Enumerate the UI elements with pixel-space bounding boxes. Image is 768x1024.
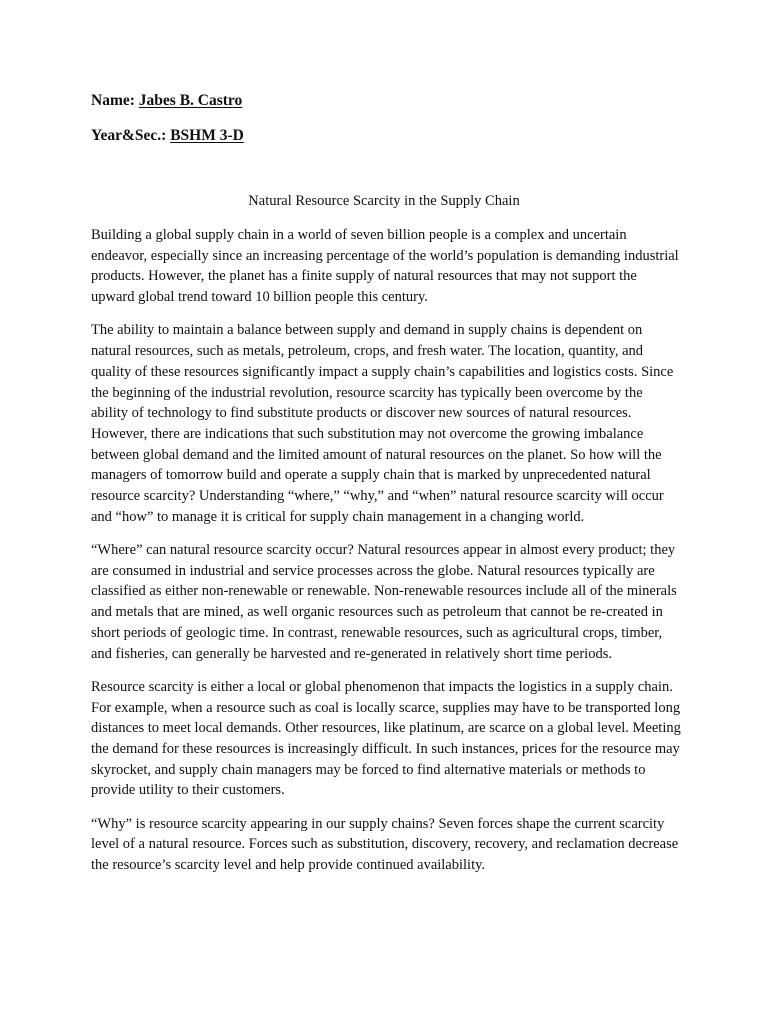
- document-body: [91, 225, 683, 888]
- paragraph-4: Resource scarcity is either a local or global phenomenon that impacts the logistics in a supply chain. For example, when a resource such as coal is locally scarce, supplies may have to be transported long distances to meet local demands. Other resources, like platinum, are scarce on a global level. Meeting the demand for these resources is increasingly difficult. In such instances, prices for the resource may skyrocket, and supply chain managers may be forced to find alternative materials or methods to provide utility to their customers.: [91, 678, 681, 799]
- name-value: Jabes B. Castro: [138, 92, 243, 109]
- paragraph-5: “Why” is resource scarcity appearing in our supply chains? Seven forces shape the current scarcity level of a natural resource. Forces such as substitution, discovery, recovery, and reclamation decrease the resource’s scarcity level and help provide continued availability.: [91, 815, 679, 874]
- name-field: [91, 92, 242, 110]
- document-title: Natural Resource Scarcity in the Supply Chain: [248, 193, 520, 209]
- year-section-field: [91, 127, 244, 145]
- paragraph-1: Building a global supply chain in a world of seven billion people is a complex and uncertain endeavor, especially since an increasing percentage of the world’s population is demanding industrial products. However, the planet has a finite supply of natural resources that may not support the upward global trend toward 10 billion people this century.: [91, 227, 679, 306]
- paragraph-2: The ability to maintain a balance between supply and demand in supply chains is dependent on natural resources, such as metals, petroleum, crops, and fresh water. The location, quantity, and quality of these resources significantly impact a supply chain’s capabilities and logistics costs. Since the beginning of the industrial revolution, resource scarcity has typically been overcome by the ability of technology to find substitute products or discover new sources of natural resources. However, there are indications that such substitution may not overcome the growing imbalance between global demand and the limited amount of natural resources on the planet. So how will the managers of tomorrow build and operate a supply chain that is marked by unprecedented natural resource scarcity? Understanding “where,” “why,” and “when” natural resource scarcity will occur and “how” to manage it is critical for supply chain management in a changing world.: [91, 322, 674, 525]
- year-section-label: Year&Sec.:: [91, 127, 167, 144]
- year-section-value: BSHM 3-D: [170, 127, 244, 144]
- name-label: Name:: [91, 92, 135, 109]
- paragraph-3: “Where” can natural resource scarcity occur? Natural resources appear in almost every product; they are consumed in industrial and service processes across the globe. Natural resources typically are classified as either non-renewable or renewable. Non-renewable resources include all of the minerals and metals that are mined, as well organic resources such as petroleum that cannot be re-created in short periods of geologic time. In contrast, renewable resources, such as agricultural crops, timber, and fisheries, can generally be harvested and re-generated in relatively short time periods.: [91, 542, 677, 662]
